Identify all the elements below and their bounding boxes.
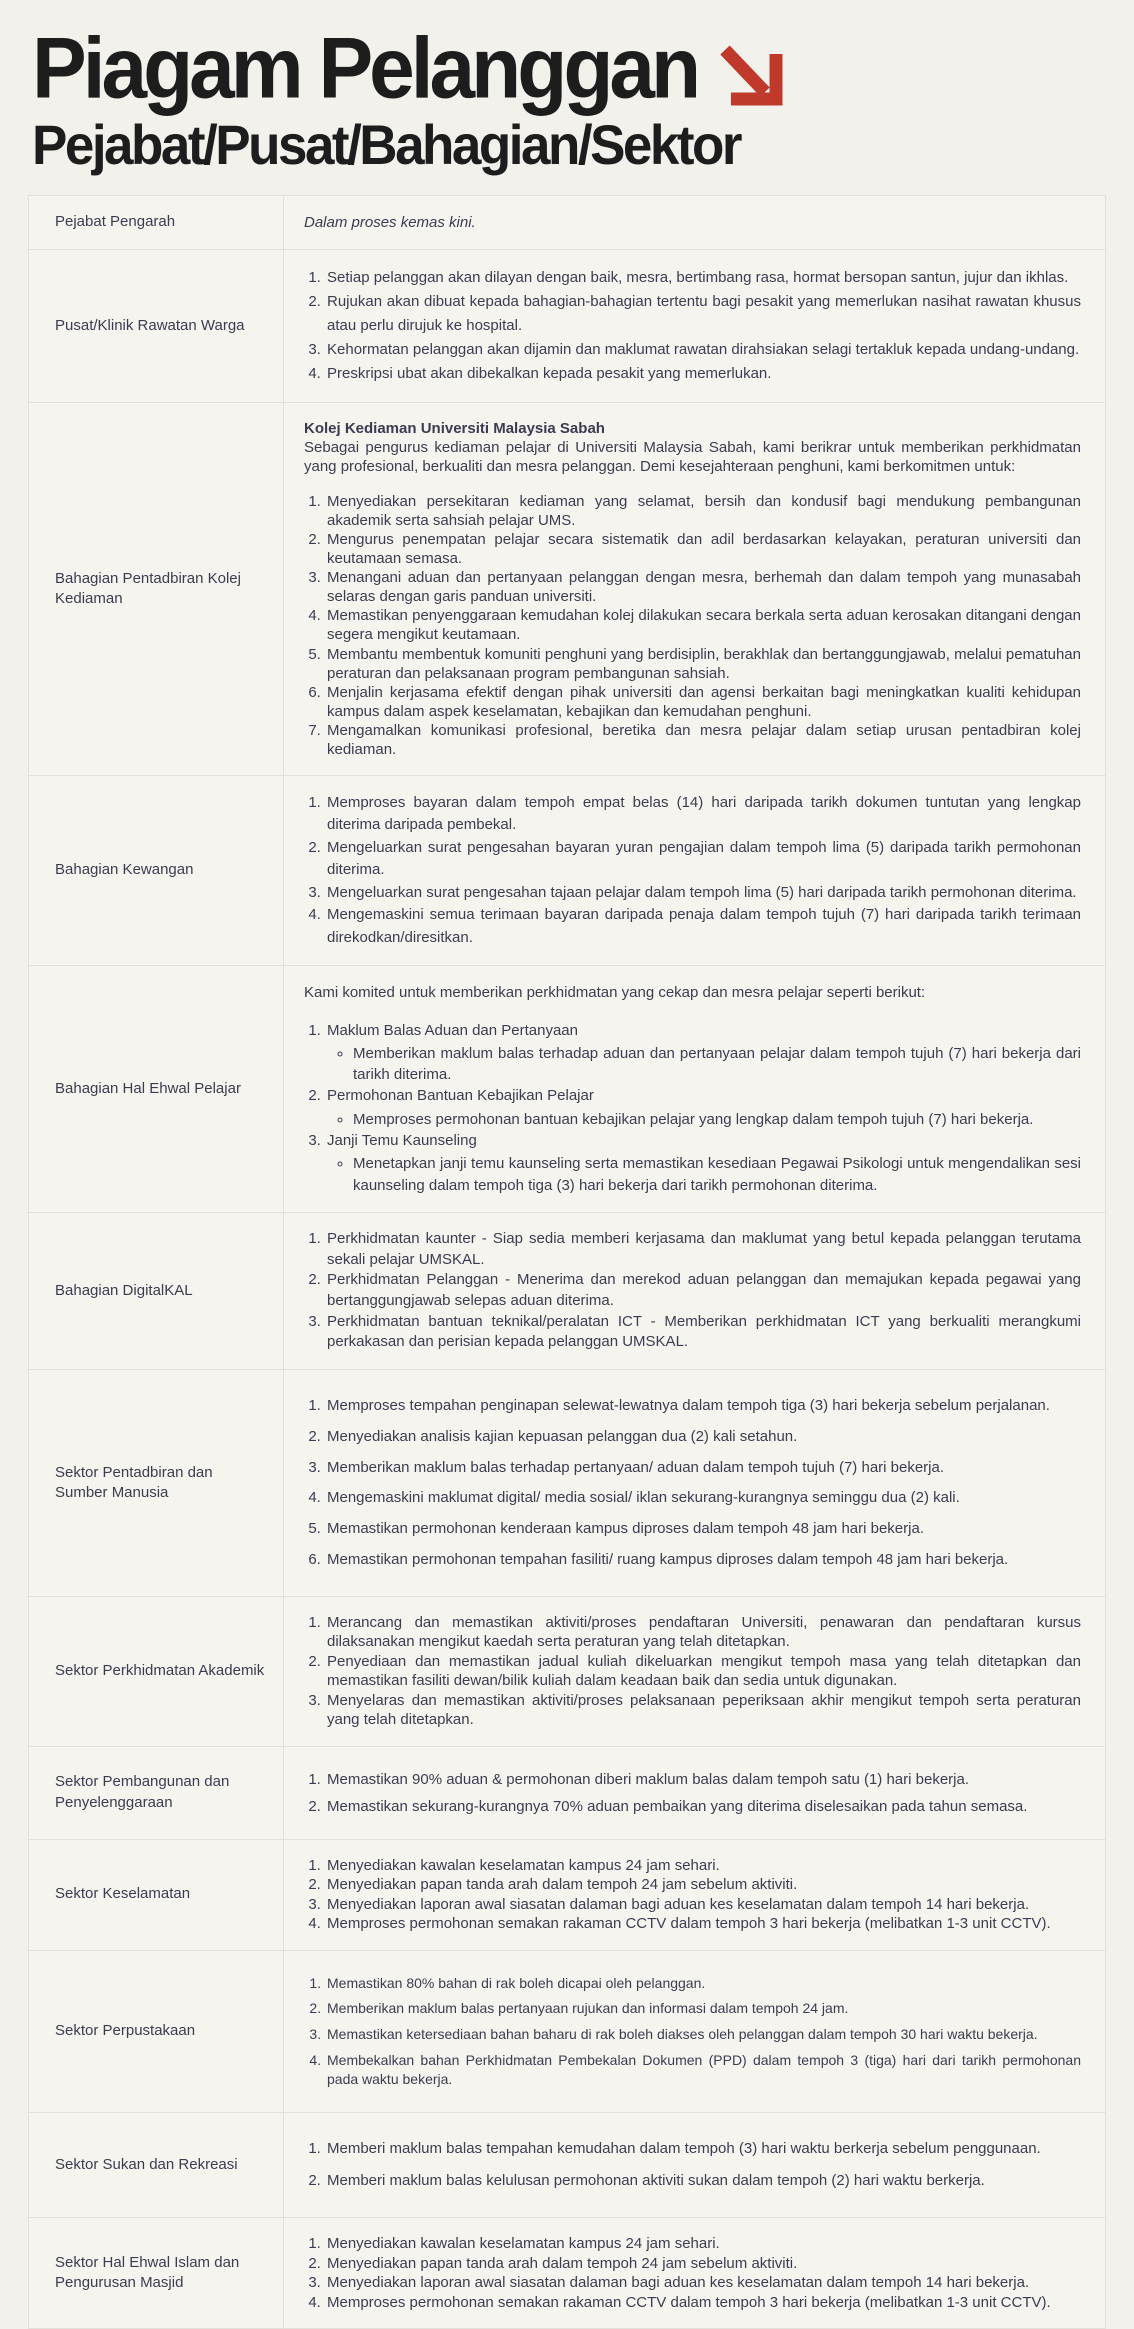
charter-item: 4. Membekalkan bahan Perkhidmatan Pembekalan Dokumen (PPD) dalam tempoh 3 (tiga) hari dari tarikh permohonan pada waktu bekerja.	[325, 2051, 1081, 2089]
charter-item: 2. Menyediakan papan tanda arah dalam tempoh 24 jam sebelum aktiviti.	[325, 2254, 1081, 2274]
row-content-cell	[284, 1213, 1105, 1369]
row-label-cell	[29, 196, 284, 249]
row-label-cell	[29, 403, 284, 775]
row-label: Sektor Pentadbiran dan Sumber Manusia	[55, 1463, 213, 1501]
charter-item-list	[304, 2129, 1081, 2201]
charter-item-list	[304, 266, 1081, 386]
charter-item: 2. Perkhidmatan Pelanggan - Menerima dan merekod aduan pelanggan dan memajukan kepada pegawai yang bertanggungjawab selepas aduan diterima.	[325, 1270, 1081, 1311]
row-label-cell	[29, 1840, 284, 1950]
row-content-cell	[284, 1840, 1105, 1950]
charter-item: 1. Merancang dan memastikan aktiviti/proses pendaftaran Universiti, penawaran dan pendaftaran kursus dilaksanakan mengikut kaedah serta peraturan yang telah ditetapkan.	[325, 1613, 1081, 1652]
section-header: Kolej Kediaman Universiti Malaysia Sabah	[304, 420, 605, 437]
charter-item: 1. Memberi maklum balas tempahan kemudahan dalam tempoh (3) hari waktu berkerja sebelum penggunaan.	[325, 2138, 1081, 2161]
charter-item-title: Permohonan Bantuan Kebajikan Pelajar	[327, 1087, 594, 1105]
charter-item	[325, 1020, 1081, 1086]
charter-item: 4. Preskripsi ubat akan dibekalkan kepada pesakit yang memerlukan.	[325, 362, 1081, 386]
row-label: Bahagian Hal Ehwal Pelajar	[55, 1080, 241, 1097]
table-row	[29, 402, 1105, 775]
row-label: Sektor Perpustakaan	[55, 2022, 196, 2040]
row-label-cell	[29, 776, 284, 966]
charter-item: 3. Memberikan maklum balas terhadap pertanyaan/ aduan dalam tempoh tujuh (7) hari bekerja.	[325, 1457, 1081, 1479]
row-content-cell	[284, 776, 1105, 966]
charter-item: 2. Menyediakan papan tanda arah dalam tempoh 24 jam sebelum aktiviti.	[325, 1875, 1081, 1895]
row-label: Sektor Keselamatan	[55, 1885, 191, 1903]
charter-item	[325, 1130, 1081, 1196]
table-row	[29, 1212, 1105, 1369]
row-label: Sektor Sukan dan Rekreasi	[55, 2155, 238, 2173]
charter-item: 1. Memproses tempahan penginapan selewat-lewatnya dalam tempoh tiga (3) hari bekerja sebelum perjalanan.	[325, 1395, 1081, 1417]
page-subtitle: Pejabat/Pusat/Bahagian/Sektor	[32, 114, 741, 177]
charter-item: 3. Mengeluarkan surat pengesahan tajaan pelajar dalam tempoh lima (5) hari daripada tarikh permohonan diterima.	[325, 882, 1081, 905]
charter-item-list	[304, 1229, 1081, 1353]
charter-item-list	[304, 792, 1081, 950]
charter-item-list	[304, 1763, 1081, 1823]
charter-item: 3. Menyediakan laporan awal siasatan dalaman bagi aduan kes keselamatan dalam tempoh 14 hari bekerja.	[325, 2273, 1081, 2293]
charter-item: 1. Memastikan 80% bahan di rak boleh dicapai oleh pelanggan.	[325, 1974, 1081, 1993]
charter-item-title: Janji Temu Kaunseling	[327, 1132, 477, 1150]
charter-subitem-list	[327, 1153, 1081, 1196]
row-label-cell	[29, 2113, 284, 2217]
charter-item-list	[304, 492, 1081, 759]
charter-item: 1. Memastikan 90% aduan & permohonan diberi maklum balas dalam tempoh satu (1) hari bekerja.	[325, 1769, 1081, 1790]
charter-subitem: ◦ Memproses permohonan bantuan kebajikan pelajar yang lengkap dalam tempoh tujuh (7) hari bekerja.	[353, 1109, 1081, 1130]
charter-item: 6. Memastikan permohonan tempahan fasiliti/ ruang kampus diproses dalam tempoh 48 jam hari bekerja.	[325, 1549, 1081, 1571]
charter-item: 3. Menangani aduan dan pertanyaan pelanggan dengan mesra, berhemah dan dalam tempoh yang munasabah selaras dengan garis panduan universiti.	[325, 568, 1081, 606]
charter-item: 1. Perkhidmatan kaunter - Siap sedia memberi kerjasama dan maklumat yang betul kepada pelanggan terutama sekali pelajar UMSKAL.	[325, 1229, 1081, 1270]
table-row	[29, 1596, 1105, 1746]
charter-item-list	[304, 2234, 1081, 2312]
row-label: Bahagian Pentadbiran Kolej Kediaman	[55, 569, 241, 607]
row-label: Bahagian Kewangan	[55, 861, 194, 879]
page-title: Piagam Pelanggan	[32, 20, 698, 117]
table-row	[29, 775, 1105, 966]
charter-item: 3. Menyelaras dan memastikan aktiviti/proses pelaksanaan peperiksaan akhir mengikut tempoh serta peraturan yang telah ditetapkan.	[325, 1691, 1081, 1730]
row-label-cell	[29, 1747, 284, 1839]
row-label-cell	[29, 250, 284, 402]
section-intro: Sebagai pengurus kediaman pelajar di Universiti Malaysia Sabah, kami berikrar untuk memberikan perkhidmatan yang profesional, berkualiti dan mesra pelanggan. Demi kesejahteraan penghuni, kami berkomitmen untuk:	[304, 439, 1081, 476]
charter-item: 2. Memberikan maklum balas pertanyaan rujukan dan informasi dalam tempoh 24 jam.	[325, 1999, 1081, 2018]
charter-table	[28, 195, 1106, 2329]
row-label: Sektor Perkhidmatan Akademik	[55, 1661, 265, 1679]
charter-item-list	[304, 1967, 1081, 2096]
charter-item: 2. Mengurus penempatan pelajar secara sistematik dan adil berdasarkan kelayakan, peraturan universiti dan keutamaan semasa.	[325, 530, 1081, 568]
charter-item: 6. Menjalin kerjasama efektif dengan pihak universiti dan agensi berkaitan bagi meningkatkan kualiti kehidupan kampus dalam aspek keselamatan, kebajikan dan kemudahan penghuni.	[325, 683, 1081, 721]
charter-item: 3. Kehormatan pelanggan akan dijamin dan maklumat rawatan dirahsiakan selagi tertakluk kepada undang-undang.	[325, 338, 1081, 362]
row-content-cell	[284, 250, 1105, 402]
row-content-cell	[284, 1597, 1105, 1746]
row-label: Pusat/Klinik Rawatan Warga	[55, 316, 245, 334]
row-label-cell	[29, 1213, 284, 1369]
charter-item: 2. Memastikan sekurang-kurangnya 70% aduan pembaikan yang diterima diselesaikan pada tahun semasa.	[325, 1796, 1081, 1817]
row-label: Sektor Hal Ehwal Islam dan Pengurusan Masjid	[55, 2253, 240, 2292]
charter-item: 2. Memberi maklum balas kelulusan permohonan aktiviti sukan dalam tempoh (2) hari waktu berkerja.	[325, 2170, 1081, 2193]
table-row	[29, 249, 1105, 402]
charter-item: 1. Memproses bayaran dalam tempoh empat belas (14) hari daripada tarikh dokumen tuntutan yang lengkap diterima daripada pembekal.	[325, 792, 1081, 837]
charter-item: 2. Mengeluarkan surat pengesahan bayaran yuran pengajian dalam tempoh lima (5) daripada tarikh permohonan diterima.	[325, 837, 1081, 882]
charter-subitem-list	[327, 1109, 1081, 1130]
charter-item-list	[304, 1386, 1081, 1580]
charter-item: 3. Menyediakan laporan awal siasatan dalaman bagi aduan kes keselamatan dalam tempoh 14 hari bekerja.	[325, 1895, 1081, 1915]
charter-item: 3. Perkhidmatan bantuan teknikal/peralatan ICT - Memberikan perkhidmatan ICT yang berkualiti merangkumi perkakasan dan perisian kepada pelanggan UMSKAL.	[325, 1312, 1081, 1353]
charter-item-list	[304, 1613, 1081, 1730]
table-row	[29, 2217, 1105, 2328]
charter-subitem: ◦ Memberikan maklum balas terhadap aduan dan pertanyaan pelajar dalam tempoh tujuh (7) hari bekerja dari tarikh diterima.	[353, 1043, 1081, 1086]
row-label-cell	[29, 966, 284, 1212]
charter-item: 4. Mengemaskini maklumat digital/ media sosial/ iklan sekurang-kurangnya seminggu dua (2) kali.	[325, 1487, 1081, 1509]
table-row	[29, 1950, 1105, 2112]
charter-item-list	[304, 1020, 1081, 1196]
charter-item-list	[304, 1856, 1081, 1934]
charter-item: 4. Memastikan penyenggaraan kemudahan kolej dilakukan secara berkala serta aduan kerosakan ditangani dengan segera mengikut keutamaan.	[325, 606, 1081, 644]
charter-item: 2. Menyediakan analisis kajian kepuasan pelanggan dua (2) kali setahun.	[325, 1426, 1081, 1448]
charter-item: 3. Memastikan ketersediaan bahan baharu di rak boleh diakses oleh pelanggan dalam tempoh 30 hari waktu bekerja.	[325, 2025, 1081, 2044]
charter-item: 1. Setiap pelanggan akan dilayan dengan baik, mesra, bertimbang rasa, hormat bersopan santun, jujur dan ikhlas.	[325, 266, 1081, 290]
charter-item: 2. Penyediaan dan memastikan jadual kuliah dikeluarkan mengikut tempoh masa yang telah ditetapkan dan memastikan fasiliti dewan/bilik kuliah dalam keadaan baik dan sedia untuk digunakan.	[325, 1652, 1081, 1691]
charter-item-title: Maklum Balas Aduan dan Pertanyaan	[327, 1021, 578, 1039]
charter-item: 4. Memproses permohonan semakan rakaman CCTV dalam tempoh 3 hari bekerja (melibatkan 1-3 unit CCTV).	[325, 1914, 1081, 1934]
table-row	[29, 1746, 1105, 1839]
row-label: Pejabat Pengarah	[55, 213, 176, 231]
arrow-down-right-icon	[713, 36, 787, 112]
charter-item: 7. Mengamalkan komunikasi profesional, beretika dan mesra pelajar dalam setiap urusan pentadbiran kolej kediaman.	[325, 721, 1081, 759]
row-label: Bahagian DigitalKAL	[55, 1281, 193, 1299]
row-content-cell	[284, 2113, 1105, 2217]
table-row	[29, 1369, 1105, 1596]
row-label-cell	[29, 2218, 284, 2328]
charter-subitem: ◦ Menetapkan janji temu kaunseling serta memastikan kesediaan Pegawai Psikologi untuk mengendalikan sesi kaunseling dalam tempoh tiga (3) hari bekerja dari tarikh permohonan diterima.	[353, 1153, 1081, 1196]
table-row	[29, 1839, 1105, 1950]
row-label: Sektor Pembangunan dan Penyelenggaraan	[55, 1773, 230, 1811]
charter-item: 1. Menyediakan kawalan keselamatan kampus 24 jam sehari.	[325, 1856, 1081, 1876]
row-content-cell	[284, 196, 1105, 249]
charter-item: 1. Menyediakan persekitaran kediaman yang selamat, bersih dan kondusif bagi mendukung pembangunan akademik serta sahsiah pelajar UMS.	[325, 492, 1081, 530]
masthead	[28, 20, 1106, 177]
row-label-cell	[29, 1597, 284, 1746]
charter-item	[325, 1085, 1081, 1130]
charter-item: 2. Rujukan akan dibuat kepada bahagian-bahagian tertentu bagi pesakit yang memerlukan nasihat rawatan khusus atau perlu dirujuk ke hospital.	[325, 290, 1081, 338]
charter-item: 4. Mengemaskini semua terimaan bayaran daripada penaja dalam tempoh tujuh (7) hari daripada tarikh terimaan direkodkan/diresitkan.	[325, 904, 1081, 949]
row-content-cell	[284, 1747, 1105, 1839]
charter-item: 5. Memastikan permohonan kenderaan kampus diproses dalam tempoh 48 jam hari bekerja.	[325, 1518, 1081, 1540]
row-content-cell	[284, 1951, 1105, 2112]
row-content-cell	[284, 1370, 1105, 1596]
row-content-cell	[284, 403, 1105, 775]
row-label-cell	[29, 1951, 284, 2112]
charter-item: 1. Menyediakan kawalan keselamatan kampus 24 jam sehari.	[325, 2234, 1081, 2254]
row-content-cell	[284, 966, 1105, 1212]
charter-item: 5. Membantu membentuk komuniti penghuni yang berdisiplin, berakhlak dan bertanggungjawab, melalui pematuhan peraturan dan pelaksanaan program pembangunan sahsiah.	[325, 645, 1081, 683]
row-label-cell	[29, 1370, 284, 1596]
charter-subitem-list	[327, 1043, 1081, 1086]
charter-item: 4. Memproses permohonan semakan rakaman CCTV dalam tempoh 3 hari bekerja (melibatkan 1-3 unit CCTV).	[325, 2293, 1081, 2313]
table-row	[29, 196, 1105, 249]
row-content-cell	[284, 2218, 1105, 2328]
row-note: Dalam proses kemas kini.	[304, 214, 476, 231]
table-row	[29, 2112, 1105, 2217]
section-intro: Kami komited untuk memberikan perkhidmatan yang cekap dan mesra pelajar seperti berikut:	[304, 984, 926, 1002]
table-row	[29, 965, 1105, 1212]
